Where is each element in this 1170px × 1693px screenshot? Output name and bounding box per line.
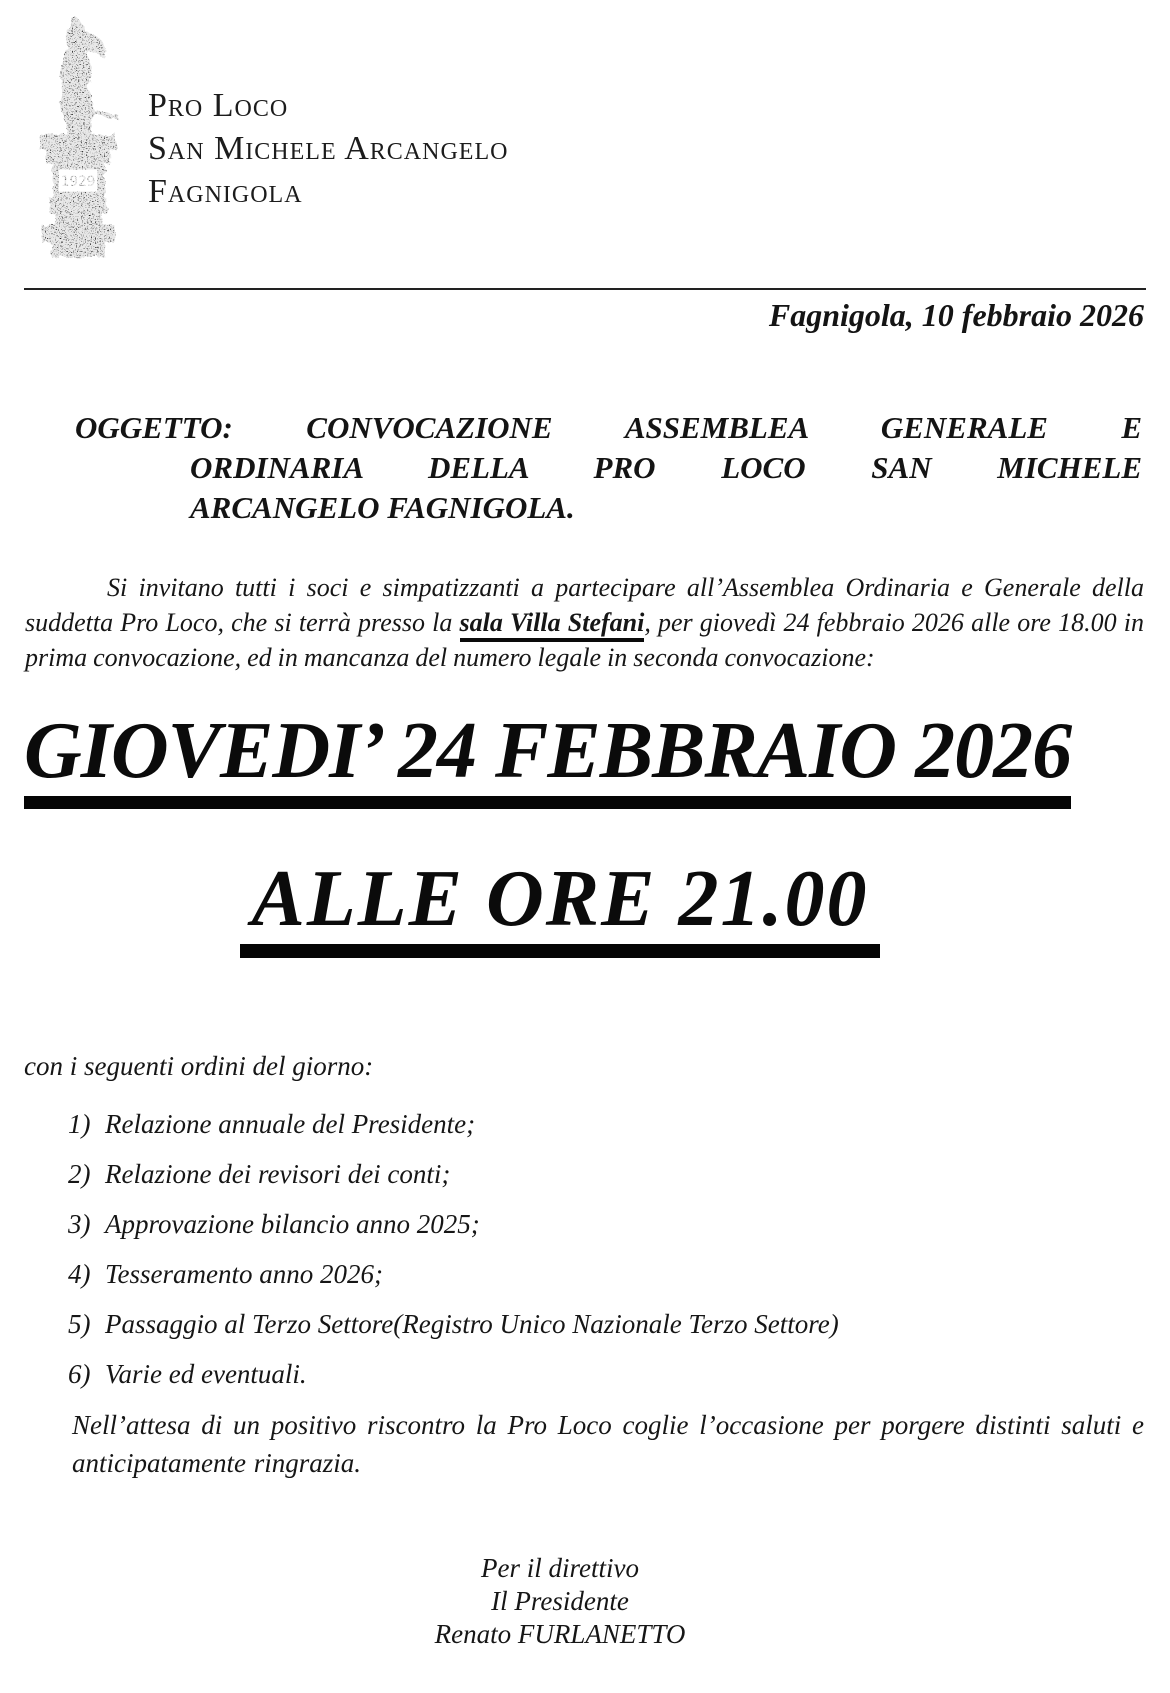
agenda-item-text: Varie ed eventuali.: [105, 1359, 307, 1389]
intro-before-venue: Si invitano tutti i soci e simpatizzanti a partecipare all’Assemblea Ordinaria e Generale della suddetta Pro Loco, che si terrà presso la: [25, 573, 1144, 637]
agenda-item-number: 6): [68, 1359, 91, 1389]
letterhead: [24, 0, 1146, 290]
subject-line-2: ORDINARIA DELLA PRO LOCO SAN MICHELE: [190, 450, 1142, 485]
signature-title-line: Il Presidente: [491, 1586, 629, 1616]
meeting-time-headline: ALLE ORE 21.00: [240, 859, 881, 958]
intro-paragraph: [25, 570, 1144, 675]
subject-label: OGGETTO:: [75, 410, 233, 445]
agenda-item-number: 5): [68, 1309, 91, 1339]
agenda-list: [24, 1106, 1144, 1392]
meeting-time-row: [24, 855, 1096, 958]
subject-line-3: ARCANGELO FAGNIGOLA.: [190, 490, 575, 525]
monument-logo-svg: [30, 8, 126, 260]
agenda-item-text: Approvazione bilancio anno 2025;: [105, 1209, 480, 1239]
agenda-item-number: 3): [68, 1209, 91, 1239]
monument-logo-icon: [30, 8, 126, 260]
subject-line-1: [75, 408, 1142, 448]
agenda-item-number: 1): [68, 1109, 91, 1139]
agenda-item-text: Passaggio al Terzo Settore(Registro Unico Nazionale Terzo Settore): [105, 1309, 839, 1339]
agenda-item-number: 2): [68, 1159, 91, 1189]
date-line: Fagnigola, 10 febbraio 2026: [768, 297, 1144, 333]
subject-text-1: CONVOCAZIONE ASSEMBLEA GENERALE E: [306, 410, 1142, 445]
signature-name-line: Renato FURLANETTO: [434, 1619, 686, 1649]
agenda-intro: con i seguenti ordini del giorno:: [24, 1051, 374, 1081]
signature-block: [24, 1552, 1096, 1651]
agenda-item-text: Tesseramento anno 2026;: [105, 1259, 384, 1289]
agenda-item: [68, 1356, 1144, 1392]
org-name: [148, 84, 508, 213]
agenda-item-text: Relazione dei revisori dei conti;: [105, 1159, 451, 1189]
intro-after-venue: , per giovedì 24 febbraio 2026 alle ore 18.00 in prima convocazione, ed in mancanza del numero legale in seconda convocazione:: [25, 608, 1144, 672]
agenda-item-number: 4): [68, 1259, 91, 1289]
org-name-line-1: Pro Loco: [148, 87, 289, 124]
agenda-item: [68, 1256, 1144, 1292]
logo-grain-overlay: [30, 9, 126, 259]
org-name-line-3: Fagnigola: [148, 173, 303, 210]
closing-paragraph: Nell’attesa di un positivo riscontro la Pro Loco coglie l’occasione per porgere distinti saluti e anticipatamente ringrazia.: [72, 1410, 1144, 1478]
venue-name: sala Villa Stefani: [460, 608, 645, 642]
agenda-item: [68, 1106, 1144, 1142]
agenda-item-text: Relazione annuale del Presidente;: [105, 1109, 476, 1139]
meeting-date-headline: GIOVEDI’ 24 FEBBRAIO 2026: [24, 711, 1071, 809]
signature-role-line: Per il direttivo: [481, 1553, 639, 1583]
subject-block: [24, 408, 1142, 528]
announcement: [24, 675, 1096, 958]
agenda-item: [68, 1206, 1144, 1242]
agenda-item: [68, 1156, 1144, 1192]
org-name-line-2: San Michele Arcangelo: [148, 130, 509, 167]
agenda-item: [68, 1306, 1144, 1342]
